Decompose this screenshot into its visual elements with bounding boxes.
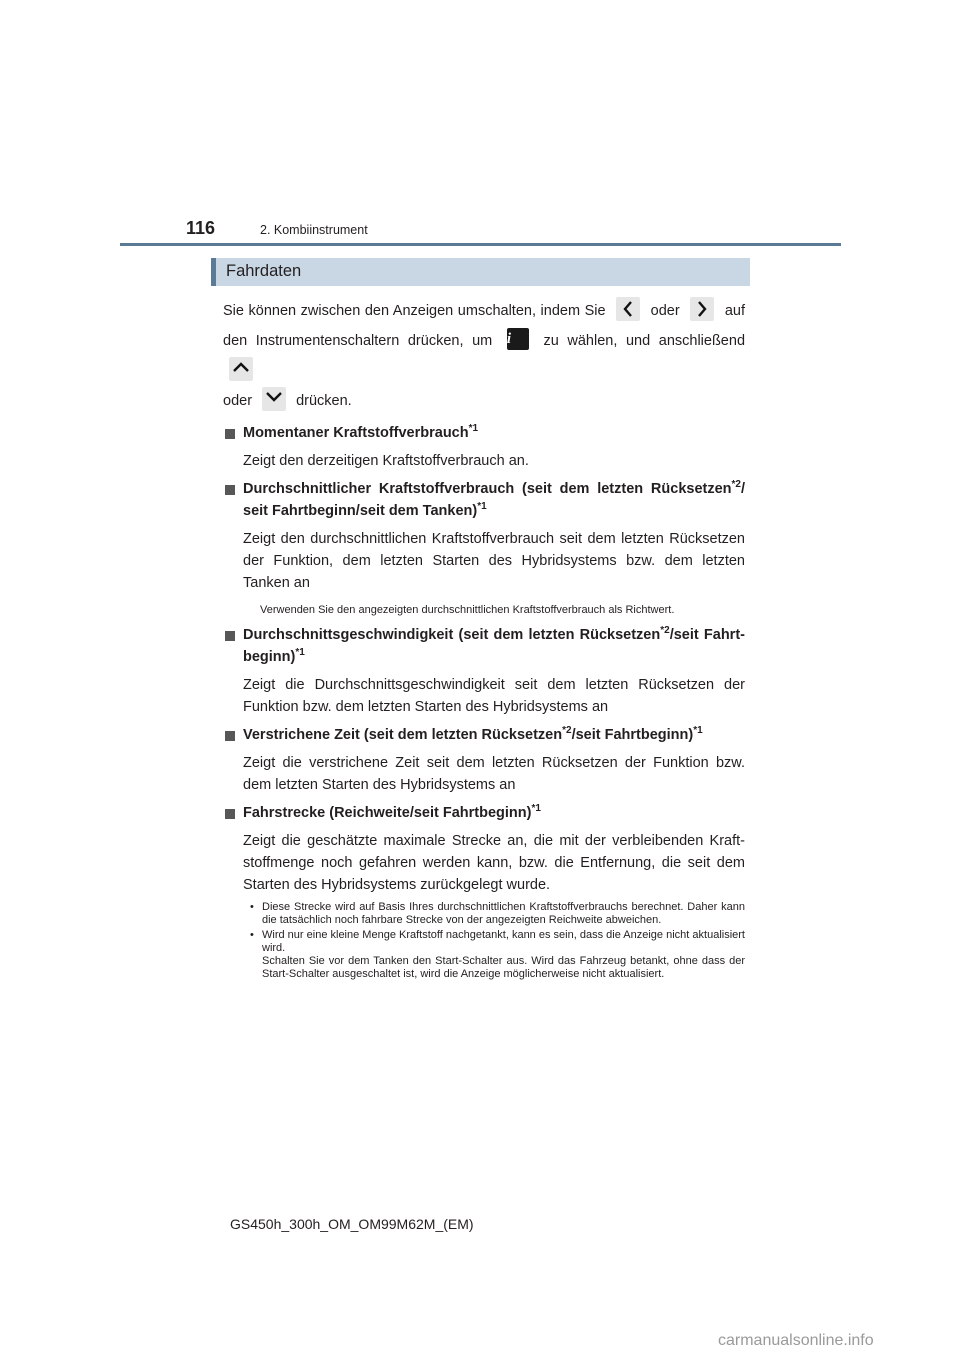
square-bullet-icon <box>225 631 235 641</box>
list-item: • Diese Strecke wird auf Basis Ihres durchschnittlichen Kraftstoffverbrauchs berechnet. Daher kann die tatsächlich noch fahrbare Strecke von der angezeigten Reichweite abweichen. <box>250 900 745 926</box>
intro-text: oder <box>223 393 253 409</box>
item-heading: Verstrichene Zeit (seit dem letzten Rücksetzen$^{*2}$/seit Fahrtbeginn)$^{*1}$ <box>223 724 745 746</box>
intro-text: Sie können zwischen den Anzeigen umschalten, indem Sie <box>223 303 606 319</box>
item-note: Verwenden Sie den angezeigten durchschnittlichen Kraftstoffverbrauch als Richtwert. <box>260 604 675 616</box>
note-list <box>250 901 745 981</box>
chevron-left-icon <box>616 297 640 321</box>
chevron-right-icon <box>690 297 714 321</box>
header-rule <box>120 243 841 246</box>
watermark: carmanualsonline.info <box>718 1332 874 1349</box>
intro-text: drücken. <box>296 393 352 409</box>
item-heading: Durchschnittlicher Kraftstoffverbrauch (seit dem letzten Rücksetzen$^{*2}$/ seit Fahrtbeginn/seit dem Tanken)$^{*1}$ <box>223 478 745 522</box>
chevron-up-icon <box>229 357 253 381</box>
intro-paragraph <box>223 296 745 416</box>
square-bullet-icon <box>225 485 235 495</box>
section-title: Fahrdaten <box>226 262 302 280</box>
section-header <box>211 258 750 286</box>
item-description: Zeigt den durchschnittlichen Kraftstoffverbrauch seit dem letzten Rücksetzen der Funktion, dem letzten Starten des Hybridsystems bzw. dem letzten Tanken an <box>243 531 745 591</box>
item-elapsed-time <box>223 724 745 796</box>
square-bullet-icon <box>225 809 235 819</box>
info-icon: i <box>507 328 529 350</box>
item-description: Zeigt die geschätzte maximale Strecke an, die mit der verbleibenden Kraftstoffmenge noch gefahren werden kann, bzw. die Entfernung, die seit dem Starten des Hybridsystems zurückgelegt wurde. <box>243 832 745 893</box>
square-bullet-icon <box>225 429 235 439</box>
item-description: Zeigt die verstrichene Zeit seit dem letzten Rücksetzen der Funktion bzw. dem letzten Starten des Hybridsystems an <box>243 754 745 793</box>
chapter-title: 2. Kombiinstrument <box>260 223 368 237</box>
item-driving-range <box>223 802 745 981</box>
item-heading: Momentaner Kraftstoffverbrauch$^{*1}$ <box>223 422 745 444</box>
item-description: Zeigt die Durchschnittsgeschwindigkeit seit dem letzten Rücksetzen der Funktion bzw. dem letzten Starten des Hybridsystems an <box>243 676 745 715</box>
square-bullet-icon <box>225 731 235 741</box>
item-heading: Durchschnittsgeschwindigkeit (seit dem letzten Rücksetzen$^{*2}$/seit Fahrtbeginn)$^{*1}$ <box>223 624 745 668</box>
page-number: 116 <box>186 218 216 238</box>
item-heading: Fahrstrecke (Reichweite/seit Fahrtbeginn)$^{*1}$ <box>223 802 745 824</box>
intro-text: auf den Instrumentenschaltern drücken, um <box>223 303 745 349</box>
item-momentary-consumption <box>223 422 745 472</box>
item-average-speed <box>223 624 745 718</box>
item-average-consumption <box>223 478 745 618</box>
list-item: • Wird nur eine kleine Menge Kraftstoff nachgetankt, kann es sein, dass die Anzeige nicht aktualisiert wird. Schalten Sie vor dem Tanken den Start-Schalter aus. Wird das Fahrzeug betankt, ohne dass der Start-Schalter ausgeschaltet ist, wird die Anzeige möglicherweise nicht aktualisiert. <box>250 928 745 980</box>
item-description: Zeigt den derzeitigen Kraftstoffverbrauch an. <box>243 453 529 469</box>
intro-text: oder <box>650 303 680 319</box>
document-id: GS450h_300h_OM_OM99M62M_(EM) <box>230 1216 474 1232</box>
intro-text: zu wählen, und anschließend <box>543 333 746 349</box>
chevron-down-icon <box>262 387 286 411</box>
content <box>223 296 745 983</box>
